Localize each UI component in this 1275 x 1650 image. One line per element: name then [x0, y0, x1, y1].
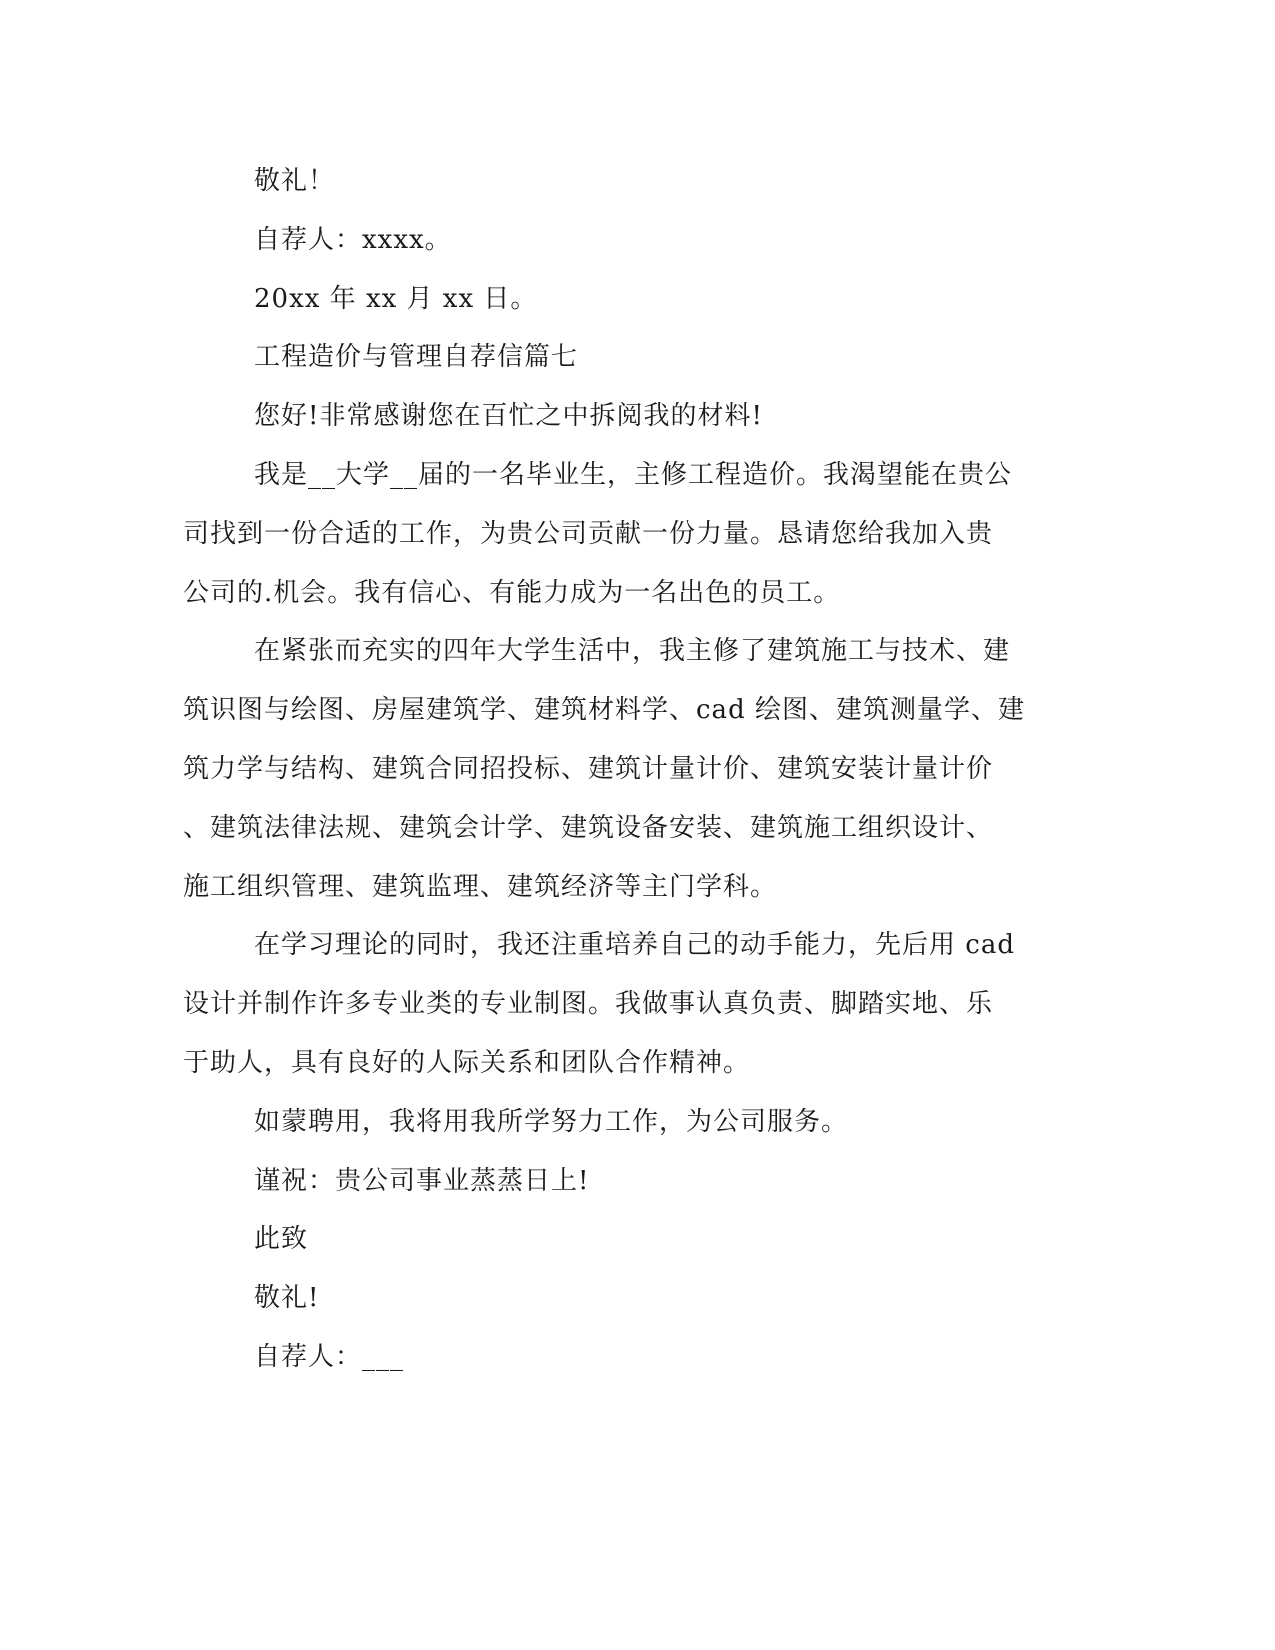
closing-salutation: 敬礼！ [254, 166, 336, 196]
signer-line: 自荐人：___ [254, 1342, 405, 1372]
date-line: 20xx 年 xx 月 xx 日。 [254, 284, 538, 314]
wish-line: 谨祝：贵公司事业蒸蒸日上! [254, 1166, 590, 1196]
signer-line: 自荐人：xxxx。 [254, 225, 452, 255]
paragraph-line: 在学习理论的同时，我还注重培养自己的动手能力，先后用 cad [254, 930, 1015, 960]
closing-salutation: 敬礼! [254, 1283, 320, 1313]
paragraph-line: 筑识图与绘图、房屋建筑学、建筑材料学、cad 绘图、建筑测量学、建 [183, 695, 1025, 725]
paragraph-line: 在紧张而充实的四年大学生活中，我主修了建筑施工与技术、建 [254, 636, 1011, 666]
paragraph-line: 我是__大学__届的一名毕业生，主修工程造价。我渴望能在贵公 [254, 460, 1013, 490]
section-heading: 工程造价与管理自荐信篇七 [254, 342, 579, 372]
closing-line: 此致 [254, 1224, 309, 1254]
paragraph-line: 施工组织管理、建筑监理、建筑经济等主门学科。 [183, 872, 778, 902]
paragraph-line: 公司的.机会。我有信心、有能力成为一名出色的员工。 [183, 578, 841, 608]
paragraph-line: 筑力学与结构、建筑合同招投标、建筑计量计价、建筑安装计量计价 [183, 754, 994, 784]
paragraph-line: 司找到一份合适的工作，为贵公司贡献一份力量。恳请您给我加入贵 [183, 519, 994, 549]
paragraph-line: 如蒙聘用，我将用我所学努力工作，为公司服务。 [254, 1107, 849, 1137]
greeting-line: 您好!非常感谢您在百忙之中拆阅我的材料! [254, 401, 763, 431]
paragraph-line: 、建筑法律法规、建筑会计学、建筑设备安装、建筑施工组织设计、 [183, 813, 994, 843]
paragraph-line: 于助人，具有良好的人际关系和团队合作精神。 [183, 1048, 751, 1078]
paragraph-line: 设计并制作许多专业类的专业制图。我做事认真负责、脚踏实地、乐 [183, 989, 994, 1019]
